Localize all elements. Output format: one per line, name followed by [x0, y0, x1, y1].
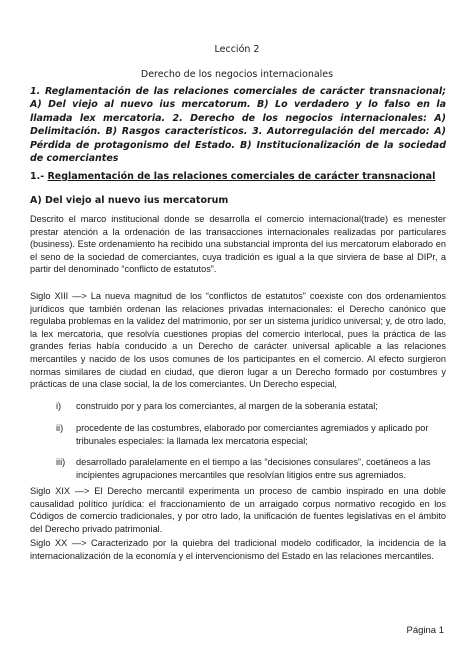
- section-title: Reglamentación de las relaciones comerciales de carácter transnacional: [47, 171, 436, 182]
- section-number: 1.-: [30, 171, 45, 182]
- subheading: A) Del viejo al nuevo ius mercatorum: [30, 195, 229, 206]
- list-item: [30, 422, 446, 447]
- list-item-text: construido por y para los comerciantes, al margen de la soberanía estatal;: [76, 401, 378, 411]
- list-item: [30, 400, 446, 413]
- lesson-title: Lección 2: [214, 44, 260, 55]
- paragraph-siglo-xx: Siglo XX —> Caracterizado por la quiebra del tradicional modelo codificador, la incidencia de la internacionalización de la economía y el intervencionismo del Estado en las relaciones mercantiles.: [30, 538, 446, 561]
- paragraph-intro: Descrito el marco institucional donde se desarrolla el comercio internacional(trade) es menester prestar atención a la ordenación de las transacciones internacionales realizadas por particulares (business). Este ordenamiento ha recibido una substancial impronta del ius mercatorum elaborado en el seno de la sociedad de comerciantes, cuya tradición es igual a la que sirviera de base al DIPr, a partir del denominado “conflicto de estatutos”.: [30, 214, 446, 275]
- page-number: Página 1: [406, 625, 444, 636]
- lesson-summary: 1. Reglamentación de las relaciones comerciales de carácter transnacional; A) Del viejo al nuevo ius mercatorum. B) Lo verdadero y lo falso en la llamada lex mercatoria. 2. Derecho de los negocios internacionales: A) Delimitación. B) Rasgos característicos. 3. Autorregulación del mercado: A) Pérdida de protagonismo del Estado. B) Institucionalización de la sociedad de comerciantes: [30, 86, 446, 165]
- list-item-text: procedente de las costumbres, elaborado por comerciantes agremiados y aplicado por tribunales especiales: la llamada lex mercatoria especial;: [76, 423, 429, 446]
- list-item-number: iii): [56, 457, 66, 467]
- subject-title: Derecho de los negocios internacionales: [140, 69, 334, 80]
- paragraph-siglo-xix: Siglo XIX —> El Derecho mercantil experimenta un proceso de cambio inspirado en una doble causalidad político jurídica: el fraccionamiento de un arraigado corpus normativo recogido en los Códigos de comercio tradicionales, y por otro lado, la unificación de fuentes legislativas en el ámbito del Derecho privado patrimonial.: [30, 486, 446, 534]
- list-item-number: i): [56, 401, 62, 411]
- paragraph-siglo-xiii: Siglo XIII —> La nueva magnitud de los “conflictos de estatutos” coexiste con dos ordenamientos jurídicos que también ordenan las relaciones privadas internacionales: el Derecho canónico que regulaba problemas en la validez del matrimonio, por ser un sistema jurídico universal; y, de otro lado, la lex mercatoria, que resolvía cuestiones propias del comercio interlocal, pues la práctica de las grandes ferias había conducido a un Derecho de carácter universal aplicable a las relaciones mercantiles y nacido de los usos comunes de los participantes en el comercio. Al efecto surgieron normas similares de ciudad en ciudad, que dieron lugar a un Derecho formado por costumbres y prácticas de una clase social, la de los comerciantes. Un Derecho especial,: [30, 291, 446, 390]
- list-item: [30, 456, 446, 481]
- list-item-number: ii): [56, 423, 64, 433]
- section-heading: [30, 171, 435, 182]
- list-item-text: desarrollado paralelamente en el tiempo a las “decisiones consulares”, coetáneos a las incipientes agrupaciones mercantiles que resolvían litigios entre sus agremiados.: [76, 457, 431, 480]
